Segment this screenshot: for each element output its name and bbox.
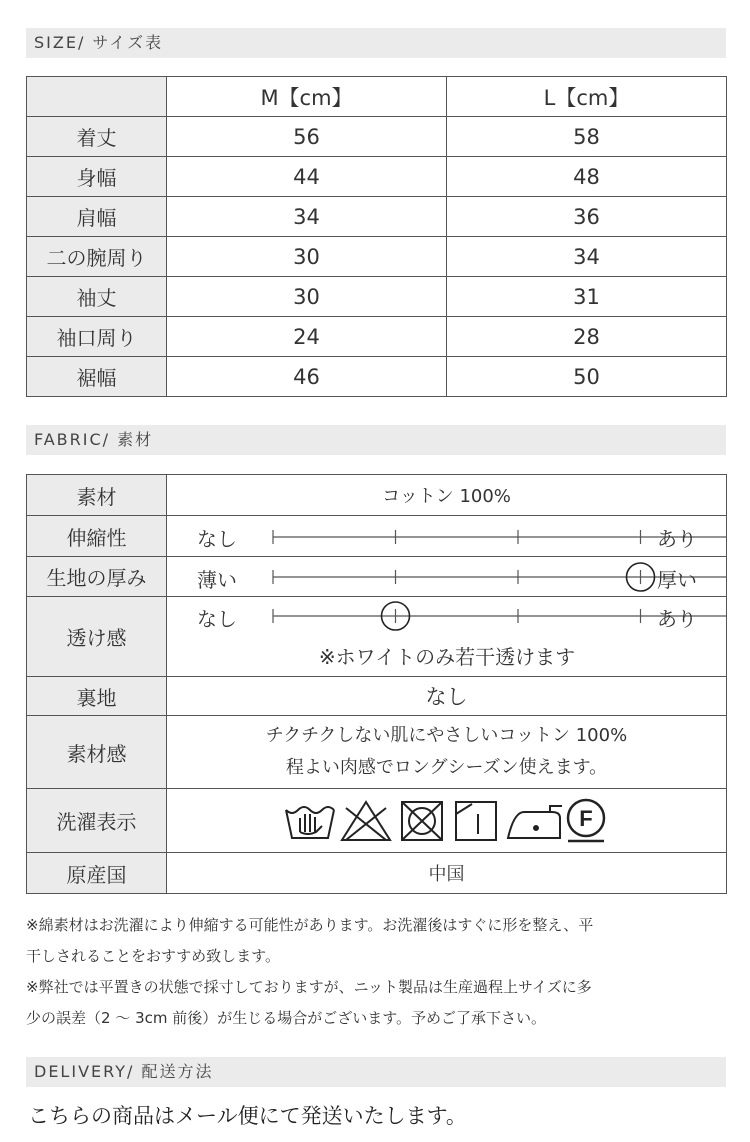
texture-line-2: 程よい肉感でロングシーズン使えます。 bbox=[285, 757, 608, 778]
low-iron-icon bbox=[508, 806, 562, 838]
thickness-right-label: 厚い bbox=[657, 568, 697, 592]
size-l-value: 34 bbox=[447, 237, 727, 277]
transparency-label: 透け感 bbox=[27, 597, 167, 677]
texture-line-1: チクチクしない肌にやさしいコットン 100% bbox=[265, 725, 628, 746]
fabric-row-stretch bbox=[27, 516, 727, 557]
size-l-value: 36 bbox=[447, 197, 727, 237]
size-l-value: 58 bbox=[447, 117, 727, 157]
size-column-m: M【cm】 bbox=[167, 77, 447, 117]
fabric-row-transparency bbox=[27, 597, 727, 677]
size-row-label: 身幅 bbox=[27, 157, 167, 197]
fabric-row-lining bbox=[27, 677, 727, 716]
delivery-section-header: DELIVERY/ 配送方法 bbox=[26, 1057, 726, 1087]
fabric-row-thickness bbox=[27, 557, 727, 597]
transparency-right-label: あり bbox=[657, 607, 697, 631]
care-icons bbox=[167, 789, 727, 853]
size-row-label: 裾幅 bbox=[27, 357, 167, 397]
size-table-corner bbox=[27, 77, 167, 117]
material-label: 素材 bbox=[27, 475, 167, 516]
fabric-row-texture bbox=[27, 716, 727, 789]
size-row-label: 袖丈 bbox=[27, 277, 167, 317]
size-row-label: 着丈 bbox=[27, 117, 167, 157]
size-row bbox=[27, 117, 727, 157]
size-row bbox=[27, 277, 727, 317]
lining-label: 裏地 bbox=[27, 677, 167, 716]
size-row bbox=[27, 157, 727, 197]
size-row-label: 二の腕周り bbox=[27, 237, 167, 277]
size-l-value: 50 bbox=[447, 357, 727, 397]
transparency-left-label: なし bbox=[197, 607, 237, 631]
size-l-value: 28 bbox=[447, 317, 727, 357]
note-line: 干しされることをおすすめ致します。 bbox=[26, 947, 280, 965]
stretch-scale bbox=[167, 516, 727, 557]
size-m-value: 46 bbox=[167, 357, 447, 397]
stretch-left-label: なし bbox=[197, 527, 237, 551]
size-m-value: 30 bbox=[167, 277, 447, 317]
care-notes bbox=[26, 910, 726, 1034]
transparency-note: ※ホワイトのみ若干透けます bbox=[318, 645, 576, 669]
size-m-value: 56 bbox=[167, 117, 447, 157]
transparency-scale bbox=[167, 597, 727, 677]
fabric-table bbox=[26, 474, 727, 894]
note-line: ※弊社では平置きの状態で採寸しておりますが、ニット製品は生産過程上サイズに多 bbox=[26, 978, 592, 996]
note-line: 少の誤差（2 〜 3cm 前後）が生じる場合がございます。予めご了承下さい。 bbox=[26, 1009, 547, 1027]
size-section-header: SIZE/ サイズ表 bbox=[26, 28, 726, 58]
no-tumble-dry-icon bbox=[402, 802, 442, 840]
size-table bbox=[26, 76, 727, 397]
hand-wash-icon bbox=[286, 807, 334, 838]
svg-text:F: F bbox=[578, 805, 593, 831]
fabric-row-care bbox=[27, 789, 727, 853]
size-l-value: 48 bbox=[447, 157, 727, 197]
thickness-scale-graphic bbox=[167, 557, 727, 597]
texture-label: 素材感 bbox=[27, 716, 167, 789]
size-m-value: 30 bbox=[167, 237, 447, 277]
fabric-row-origin bbox=[27, 853, 727, 894]
texture-value bbox=[167, 716, 727, 789]
origin-label: 原産国 bbox=[27, 853, 167, 894]
care-label: 洗濯表示 bbox=[27, 789, 167, 853]
thickness-scale bbox=[167, 557, 727, 597]
size-m-value: 44 bbox=[167, 157, 447, 197]
stretch-label: 伸縮性 bbox=[27, 516, 167, 557]
stretch-scale-graphic bbox=[167, 516, 727, 557]
material-value: コットン 100% bbox=[167, 475, 727, 516]
size-m-value: 24 bbox=[167, 317, 447, 357]
size-l-value: 31 bbox=[447, 277, 727, 317]
stretch-right-label: あり bbox=[657, 527, 697, 551]
care-symbols bbox=[282, 796, 612, 846]
fabric-row-material bbox=[27, 475, 727, 516]
size-row-label: 袖口周り bbox=[27, 317, 167, 357]
note-line: ※綿素材はお洗濯により伸縮する可能性があります。お洗濯後はすぐに形を整え、平 bbox=[26, 916, 594, 934]
size-row bbox=[27, 357, 727, 397]
size-column-l: L【cm】 bbox=[447, 77, 727, 117]
thickness-left-label: 薄い bbox=[197, 568, 237, 592]
no-bleach-icon bbox=[342, 802, 390, 840]
size-m-value: 34 bbox=[167, 197, 447, 237]
lining-value: なし bbox=[167, 677, 727, 716]
line-dry-icon bbox=[456, 802, 496, 840]
size-row bbox=[27, 197, 727, 237]
size-row bbox=[27, 237, 727, 277]
dry-clean-f-icon bbox=[568, 800, 604, 841]
thickness-label: 生地の厚み bbox=[27, 557, 167, 597]
origin-value: 中国 bbox=[167, 853, 727, 894]
size-row-label: 肩幅 bbox=[27, 197, 167, 237]
size-row bbox=[27, 317, 727, 357]
size-table-header-row bbox=[27, 77, 727, 117]
delivery-text: こちらの商品はメール便にて発送いたします。 bbox=[28, 1104, 467, 1128]
fabric-section-header: FABRIC/ 素材 bbox=[26, 425, 726, 455]
